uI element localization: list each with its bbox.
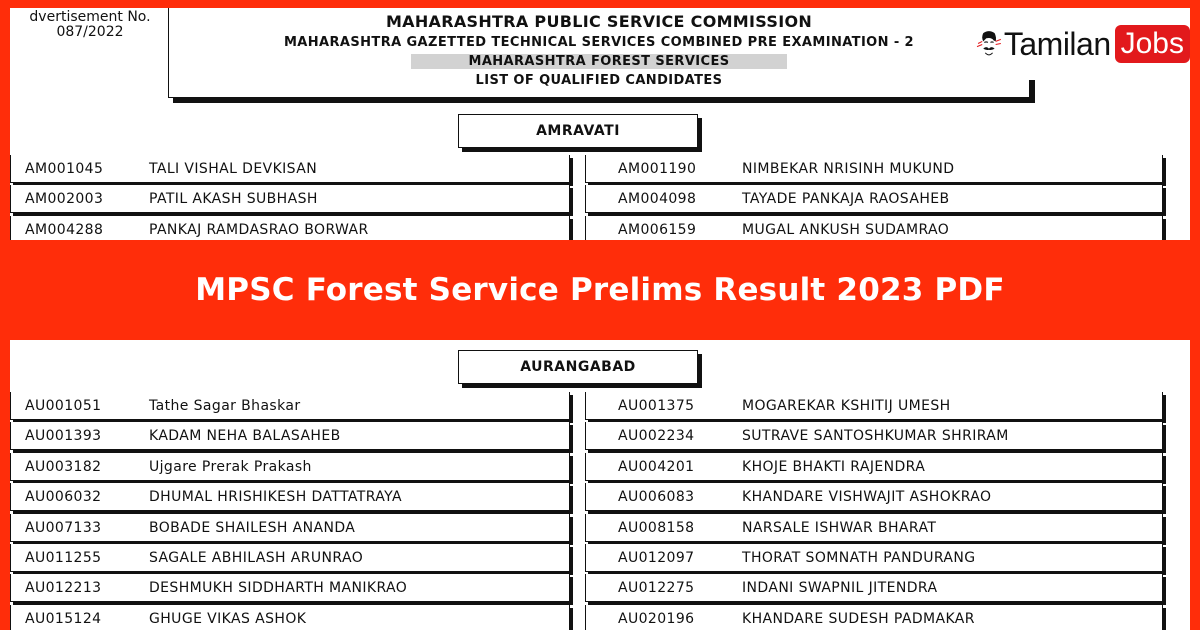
candidate-cell [10,453,570,481]
candidate-cell [10,185,570,213]
table-row [10,392,1170,422]
seat-number: AU003182 [25,458,102,475]
seat-number: AM001190 [618,161,697,177]
candidate-cell [585,483,1163,511]
candidate-name: TALI VISHAL DEVKISAN [149,161,318,177]
advertisement-code: 087/2022 [56,24,124,40]
seat-number: AU011255 [25,549,102,566]
candidate-cell [10,544,570,572]
candidate-name: Ujgare Prerak Prakash [149,458,312,475]
document-header [168,8,1030,98]
seat-number: AU006083 [618,489,695,506]
site-logo[interactable] [972,8,1190,80]
candidate-cell [585,544,1163,572]
candidate-name: DHUMAL HRISHIKESH DATTATRAYA [149,489,403,506]
commission-title: MAHARASHTRA PUBLIC SERVICE COMMISSION [385,12,813,31]
candidate-cell [585,185,1163,213]
candidate-cell [585,392,1163,420]
logo-word-jobs: Jobs [1115,25,1190,63]
seat-number: AM006159 [618,221,697,238]
table-row [10,483,1170,513]
candidate-cell [585,422,1163,450]
seat-number: AU004201 [618,458,695,475]
banner-title: MPSC Forest Service Prelims Result 2023 PDF [195,272,1005,308]
seat-number: AM001045 [25,161,104,177]
candidate-name: KHANDARE SUDESH PADMAKAR [742,610,975,627]
candidate-name: Tathe Sagar Bhaskar [149,398,301,414]
candidate-name: KADAM NEHA BALASAHEB [149,428,341,445]
candidate-name: MOGAREKAR KSHITIJ UMESH [742,398,951,414]
seat-number: AU001375 [618,398,695,414]
table-row [10,574,1170,604]
candidate-name: PANKAJ RAMDASRAO BORWAR [149,221,369,238]
seat-number: AU020196 [618,610,695,627]
candidate-cell [10,483,570,511]
seat-number: AU002234 [618,428,695,445]
seat-number: AU012213 [25,580,102,597]
seat-number: AM004098 [618,191,697,208]
seat-number: AU001051 [25,398,102,414]
seat-number: AU015124 [25,610,102,627]
table-row [10,514,1170,544]
candidate-name: NARSALE ISHWAR BHARAT [742,519,937,536]
candidate-cell [585,155,1163,183]
seat-number: AU007133 [25,519,102,536]
seat-number: AU006032 [25,489,102,506]
candidate-name: MUGAL ANKUSH SUDAMRAO [742,221,950,238]
region-heading-amravati [458,114,698,148]
table-row [10,453,1170,483]
candidate-name: KHANDARE VISHWAJIT ASHOKRAO [742,489,992,506]
candidate-cell [10,605,570,630]
candidate-name: NIMBEKAR NRISINH MUKUND [742,161,955,177]
candidate-cell [585,605,1163,630]
service-title: MAHARASHTRA FOREST SERVICES [411,54,787,69]
table-row [10,544,1170,574]
candidate-cell [585,574,1163,602]
list-title: LIST OF QUALIFIED CANDIDATES [475,73,723,88]
candidate-name: TAYADE PANKAJA RAOSAHEB [742,191,950,208]
candidate-name: INDANI SWAPNIL JITENDRA [742,580,938,597]
candidate-cell [585,453,1163,481]
table-row [10,422,1170,452]
exam-title: MAHARASHTRA GAZETTED TECHNICAL SERVICES COMBINED PRE EXAMINATION - 2 [283,35,915,50]
region-label: AURANGABAD [520,359,636,375]
amravati-candidate-table [10,155,1170,246]
logo-word-tamilan: Tamilan [1003,25,1111,62]
candidate-name: SUTRAVE SANTOSHKUMAR SHRIRAM [742,428,1009,445]
candidate-cell [10,422,570,450]
candidate-name: KHOJE BHAKTI RAJENDRA [742,458,926,475]
region-label: AMRAVATI [536,123,620,139]
table-row [10,605,1170,630]
bharathiyar-face-icon [976,13,1002,75]
candidate-cell [10,155,570,183]
candidate-name: GHUGE VIKAS ASHOK [149,610,307,627]
title-banner [0,240,1200,340]
seat-number: AU012097 [618,549,695,566]
seat-number: AU008158 [618,519,695,536]
table-row [10,185,1170,215]
candidate-cell [10,514,570,542]
advertisement-number [10,10,170,40]
candidate-name: BOBADE SHAILESH ANANDA [149,519,356,536]
seat-number: AU001393 [25,428,102,445]
seat-number: AU012275 [618,580,695,597]
aurangabad-candidate-table [10,392,1170,630]
candidate-name: DESHMUKH SIDDHARTH MANIKRAO [149,580,408,597]
seat-number: AM004288 [25,221,104,238]
advertisement-label: dvertisement No. [29,9,151,25]
candidate-name: PATIL AKASH SUBHASH [149,191,318,208]
candidate-cell [585,514,1163,542]
candidate-cell [10,574,570,602]
candidate-name: SAGALE ABHILASH ARUNRAO [149,549,364,566]
candidate-name: THORAT SOMNATH PANDURANG [742,549,976,566]
seat-number: AM002003 [25,191,104,208]
candidate-cell [10,392,570,420]
table-row [10,155,1170,185]
region-heading-aurangabad [458,350,698,384]
